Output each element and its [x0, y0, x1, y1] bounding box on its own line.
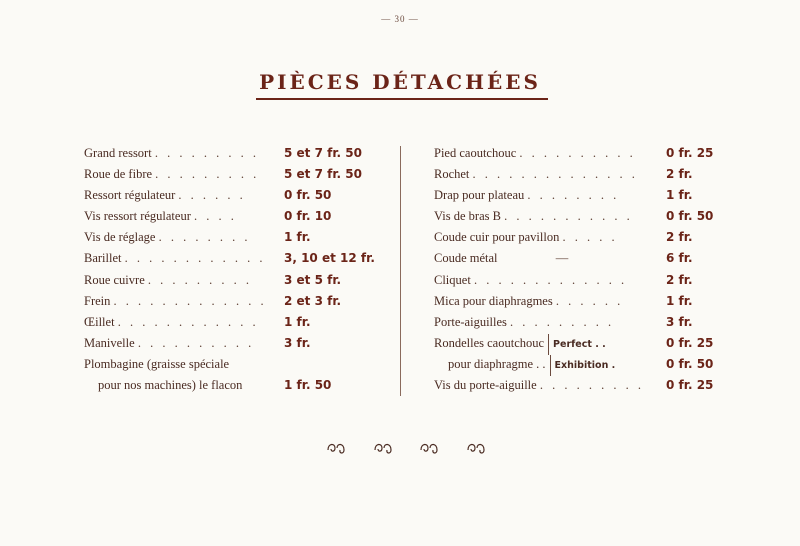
- dot-leader: . . . . . . . . .: [147, 272, 252, 287]
- dot-leader: . . . . . . . .: [527, 188, 620, 203]
- list-item: [434, 291, 724, 312]
- dot-leader: . . . . . .: [555, 293, 624, 308]
- item-label: Vis de bras B: [434, 209, 501, 224]
- item-label: Plombagine (graisse spéciale: [84, 356, 230, 371]
- dot-leader: —: [500, 251, 572, 266]
- item-price: 1 fr.: [666, 293, 693, 308]
- item-price: 0 fr. 50: [666, 356, 714, 371]
- item-price: 5 et 7 fr. 50: [284, 167, 362, 182]
- dot-leader: . . . . . . . . .: [510, 314, 615, 329]
- item-price: 1 fr.: [284, 230, 311, 245]
- dot-leader: . . . . . . . . . . .: [504, 209, 633, 224]
- item-label: Drap pour plateau: [434, 188, 525, 203]
- item-price: 0 fr. 10: [284, 209, 332, 224]
- item-label: Pied caoutchouc: [434, 146, 517, 160]
- list-item: [84, 312, 384, 333]
- list-item: [434, 143, 724, 164]
- item-label: Vis de réglage: [84, 230, 156, 245]
- list-item: [434, 375, 724, 396]
- item-price: 1 fr.: [284, 314, 311, 329]
- dot-leader: . . . . . . . . . . . . .: [113, 293, 267, 308]
- item-label: Œillet: [84, 314, 115, 329]
- list-item: [84, 248, 384, 269]
- list-item: [84, 333, 384, 354]
- item-price: 6 fr.: [666, 251, 693, 266]
- list-item: [434, 227, 724, 248]
- dot-leader: . . . . . . . . . . . .: [124, 251, 266, 266]
- ornament-row: [326, 440, 486, 456]
- item-label: Coude métal: [434, 251, 498, 266]
- list-item: [84, 270, 384, 291]
- item-price: 1 fr.: [666, 188, 693, 203]
- dot-leader: . . . . . . . . .: [539, 378, 644, 393]
- list-item: [434, 270, 724, 291]
- dot-leader: . . . . . . . . . .: [519, 146, 636, 160]
- item-label: Rochet: [434, 167, 470, 182]
- ornament-icon: [373, 440, 393, 456]
- list-item: [434, 354, 724, 375]
- item-label: Cliquet: [434, 272, 471, 287]
- ornament-icon: [466, 440, 486, 456]
- item-price: 3 et 5 fr.: [284, 272, 342, 287]
- item-label: Vis du porte-aiguille: [434, 378, 537, 393]
- item-label: Roue de fibre: [84, 167, 153, 182]
- item-label: Manivelle: [84, 335, 135, 350]
- title-underline: [256, 98, 548, 100]
- list-item: [84, 206, 384, 227]
- dot-leader: . . . . . . . . .: [154, 146, 259, 160]
- ornament-icon: [419, 440, 439, 456]
- list-item: [84, 291, 384, 312]
- item-label: Frein: [84, 293, 111, 308]
- column-divider: [400, 146, 401, 396]
- variant-label: Exhibition .: [550, 355, 616, 376]
- dot-leader: . . . . . . . . . .: [137, 335, 255, 350]
- parts-list-right: [434, 143, 724, 396]
- item-label: Coude cuir pour pavillon: [434, 230, 560, 245]
- list-item: [84, 227, 384, 248]
- dot-leader: . . . . . . . . . . . . . .: [472, 167, 638, 182]
- list-item: [84, 185, 384, 206]
- item-label: Barillet: [84, 251, 122, 266]
- item-label: Mica pour diaphragmes: [434, 293, 553, 308]
- item-price: 5 et 7 fr. 50: [284, 146, 362, 160]
- list-item: [434, 248, 724, 269]
- item-price: 2 fr.: [666, 167, 693, 182]
- item-price: 3 fr.: [284, 335, 311, 350]
- list-item: [84, 143, 384, 164]
- list-item: [434, 164, 724, 185]
- item-price: 0 fr. 50: [284, 188, 332, 203]
- dot-leader: . . . . . . . .: [158, 230, 251, 245]
- item-price: 2 fr.: [666, 272, 693, 287]
- dot-leader: . . . . . . . . . . . . .: [473, 272, 628, 287]
- dot-leader: . . . . .: [562, 230, 618, 245]
- list-item: [434, 206, 724, 227]
- item-price: 0 fr. 25: [666, 378, 714, 393]
- item-price: 1 fr. 50: [284, 378, 332, 393]
- item-price: 0 fr. 25: [666, 335, 714, 350]
- page-title: PIÈCES DÉTACHÉES: [259, 70, 541, 94]
- list-item: [84, 164, 384, 185]
- list-item: [434, 312, 724, 333]
- list-item: [434, 333, 724, 354]
- dot-leader: . . . . . . . . . . . .: [117, 314, 259, 329]
- ornament-icon: [326, 440, 346, 456]
- list-item: [434, 185, 724, 206]
- item-price: 3, 10 et 12 fr.: [284, 251, 375, 266]
- dot-leader: . . . . . . . . .: [155, 167, 260, 182]
- item-label: Grand ressort: [84, 146, 152, 160]
- item-label: Porte-aiguilles: [434, 314, 507, 329]
- item-price: 0 fr. 25: [666, 146, 714, 160]
- item-price: 2 et 3 fr.: [284, 293, 342, 308]
- item-label: Roue cuivre: [84, 272, 145, 287]
- dot-leader: . . . .: [193, 209, 237, 224]
- item-price: 3 fr.: [666, 314, 693, 329]
- item-label: Vis ressort régulateur: [84, 209, 191, 224]
- list-item: [84, 375, 384, 396]
- item-label: pour diaphragme . .: [448, 356, 546, 371]
- parts-list-left: [84, 143, 384, 396]
- item-price: 0 fr. 50: [666, 209, 714, 224]
- item-label: Rondelles caoutchouc: [434, 335, 545, 350]
- item-label: pour nos machines) le flacon: [98, 378, 243, 393]
- item-price: 2 fr.: [666, 230, 693, 245]
- variant-label: Perfect . .: [548, 334, 606, 355]
- dot-leader: . . . . . .: [178, 188, 246, 203]
- list-item: [84, 354, 384, 375]
- page-number: — 30 —: [381, 14, 419, 24]
- item-label: Ressort régulateur: [84, 188, 176, 203]
